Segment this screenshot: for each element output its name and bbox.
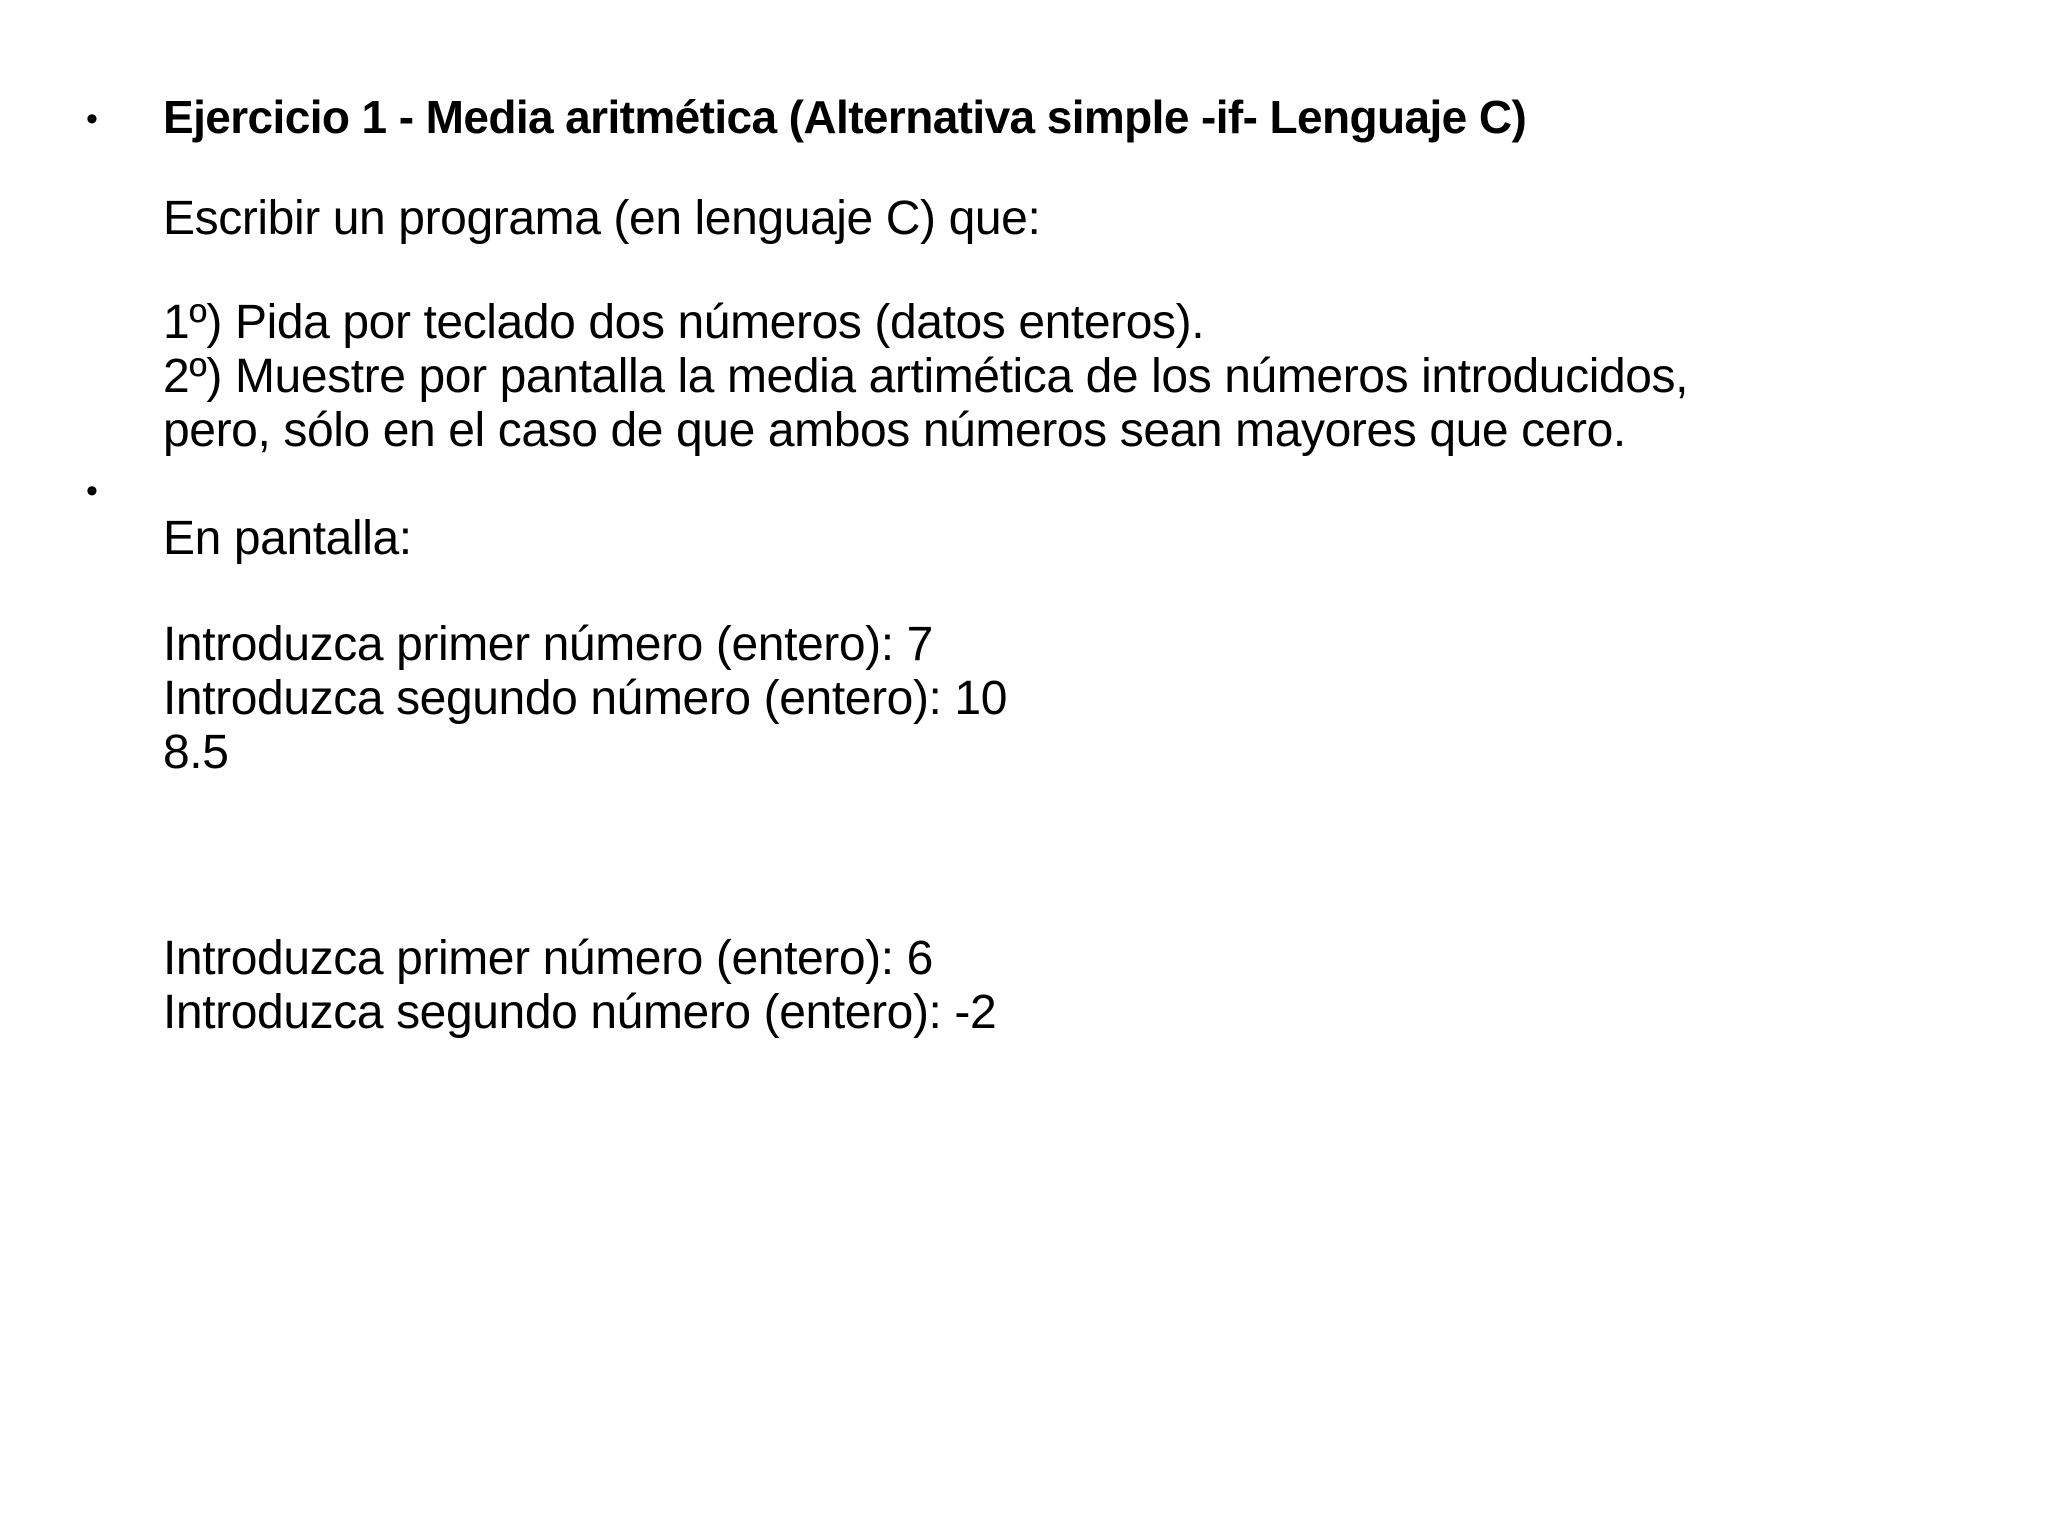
example-1-line-2: Introduzca segundo número (entero): 10 <box>163 672 1007 725</box>
example-1-line-1: Introduzca primer número (entero): 7 <box>163 618 933 671</box>
screen-label: En pantalla: <box>163 512 412 565</box>
step-2: 2º) Muestre por pantalla la media artimética de los números introducidos, <box>163 350 1689 403</box>
example-1-result: 8.5 <box>163 726 229 779</box>
step-1: 1º) Pida por teclado dos números (datos enteros). <box>163 296 1205 349</box>
example-2-line-1: Introduzca primer número (entero): 6 <box>163 932 933 985</box>
intro-text: Escribir un programa (en lenguaje C) que: <box>163 192 1041 245</box>
bullet-point: • <box>86 472 98 510</box>
step-2-continuation: pero, sólo en el caso de que ambos números sean mayores que cero. <box>163 404 1626 457</box>
bullet-point: • <box>86 100 98 138</box>
exercise-title: Ejercicio 1 - Media aritmética (Alternativa simple -if- Lenguaje C) <box>163 91 1527 143</box>
example-2-line-2: Introduzca segundo número (entero): -2 <box>163 986 997 1039</box>
